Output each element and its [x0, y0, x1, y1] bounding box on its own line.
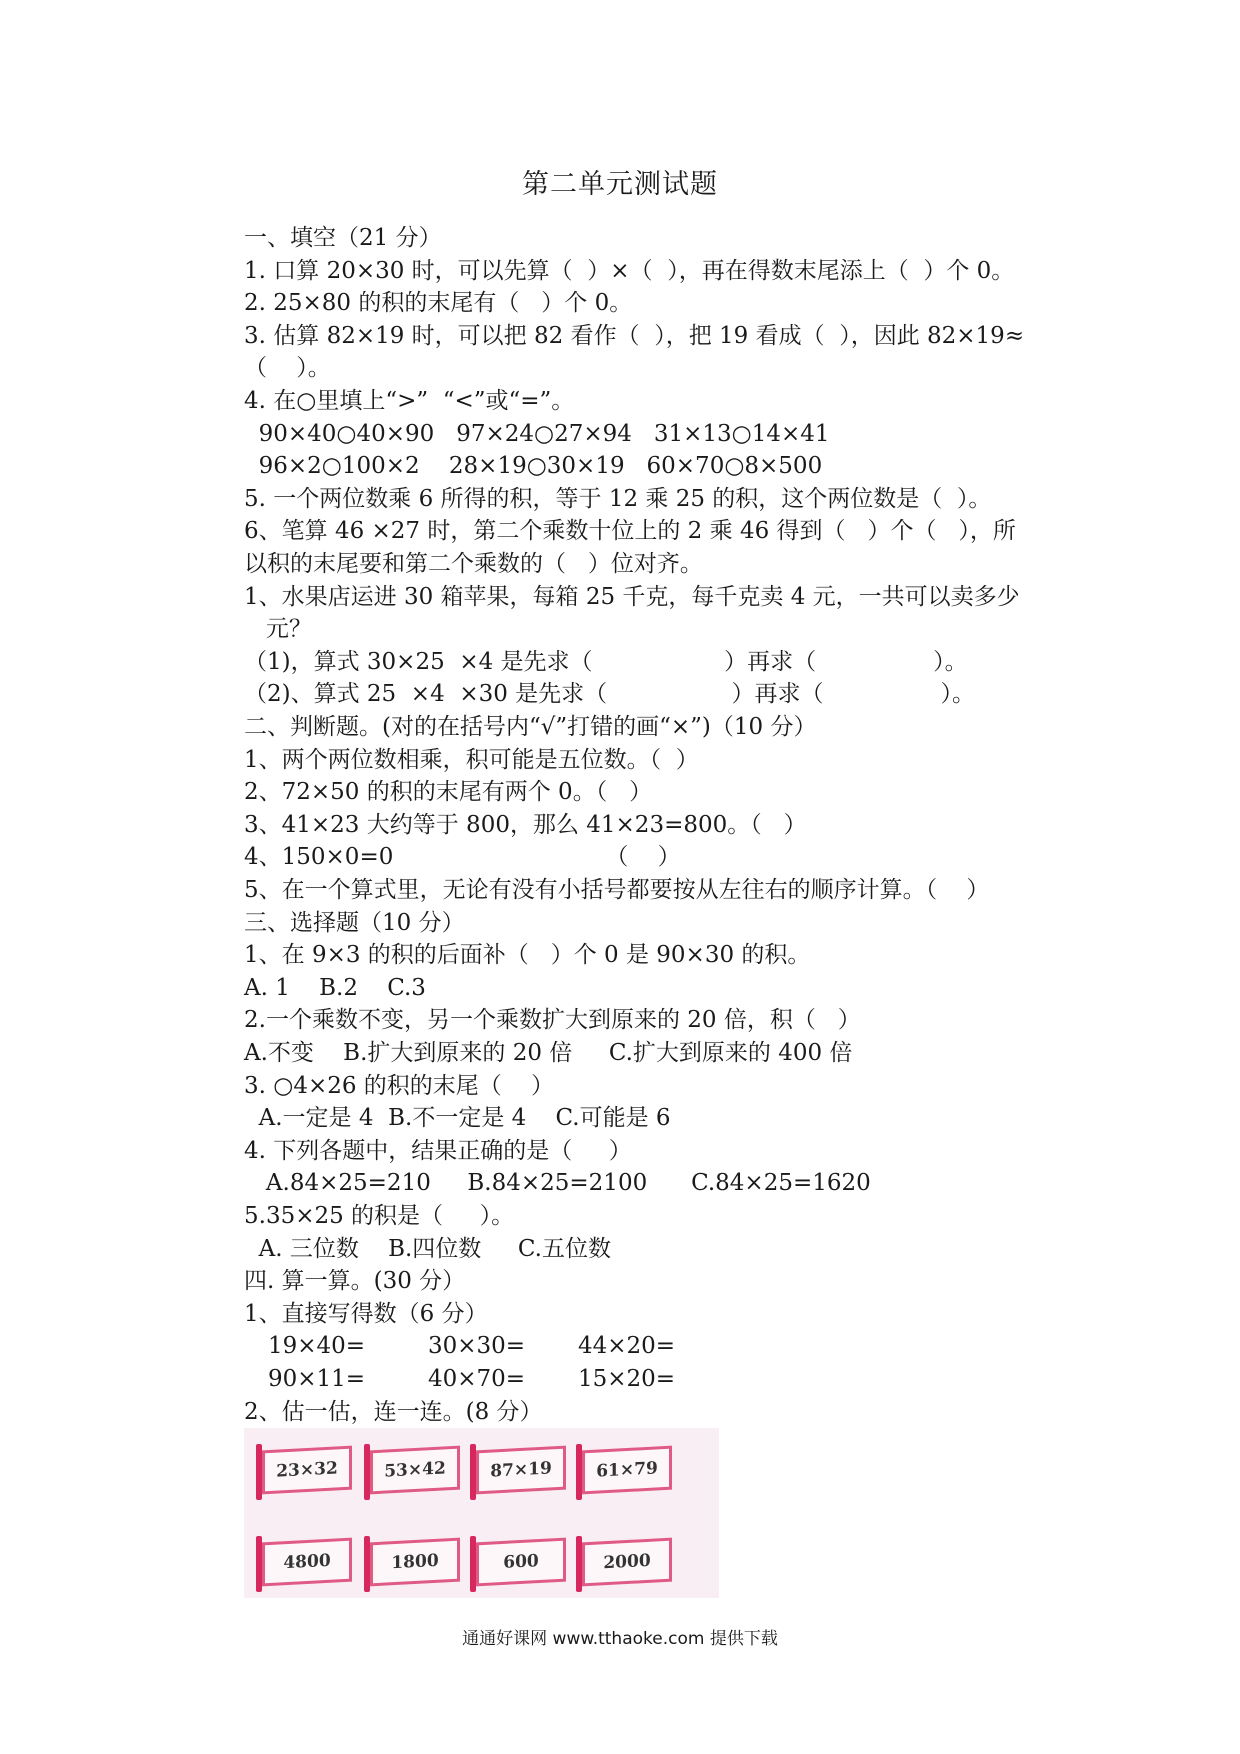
flag-card[interactable]	[576, 1446, 672, 1490]
question-line: A. 1 B.2 C.3	[244, 974, 426, 1001]
flag-label: 87×19	[476, 1446, 566, 1495]
question-line: 1. 口算 20×30 时，可以先算（ ）×（ ），再在得数末尾添上（ ）个 0。	[244, 257, 1015, 284]
flag-card[interactable]	[364, 1446, 460, 1490]
oral-item: 44×20=	[578, 1333, 676, 1360]
question-line: 4. 在○里填上“>” “<”或“=”。	[244, 388, 575, 414]
flag-label: 2000	[582, 1538, 672, 1587]
flag-card[interactable]	[256, 1538, 352, 1582]
flag-label: 61×79	[582, 1446, 672, 1495]
question-line: 5. 一个两位数乘 6 所得的积，等于 12 乘 25 的积，这个两位数是（ ）。	[244, 485, 992, 512]
question-line: 二、判断题。(对的在括号内“√”打错的画“×”)（10 分）	[244, 714, 817, 740]
question-line: 2、72×50 的积的末尾有两个 0。（ ）	[244, 779, 653, 806]
question-line: 1、直接写得数（6 分）	[244, 1300, 488, 1327]
oral-item: 19×40=	[268, 1333, 366, 1360]
estimate-flags-image	[244, 1428, 719, 1598]
flag-card[interactable]	[364, 1538, 460, 1582]
flag-card[interactable]	[576, 1538, 672, 1582]
flag-card[interactable]	[256, 1446, 352, 1490]
question-line: 4、150×0=0 （ ）	[244, 844, 681, 871]
oral-item: 15×20=	[578, 1366, 676, 1392]
question-line: 一、填空（21 分）	[244, 225, 442, 251]
question-line: （1)，算式 30×25 ×4 是先求（ ）再求（ ）。	[244, 648, 968, 675]
flag-card[interactable]	[470, 1446, 566, 1490]
page-title: 第二单元测试题	[522, 169, 718, 200]
question-line: 元？	[244, 616, 312, 643]
question-line: A.一定是 4 B.不一定是 4 C.可能是 6	[244, 1105, 671, 1132]
question-line: 3、41×23 大约等于 800，那么 41×23=800。（ ）	[244, 811, 807, 838]
flag-label: 600	[476, 1538, 566, 1587]
estimate-heading: 2、估一估，连一连。(8 分）	[244, 1398, 543, 1425]
question-line: A.84×25=210 B.84×25=2100 C.84×25=1620	[244, 1170, 871, 1197]
question-line: 2.一个乘数不变，另一个乘数扩大到原来的 20 倍，积（ ）	[244, 1007, 861, 1034]
question-line: 3. 估算 82×19 时，可以把 82 看作（ ），把 19 看成（ ），因此 82×19≈	[244, 322, 1025, 349]
oral-item: 30×30=	[428, 1333, 526, 1360]
question-line: 四. 算一算。(30 分）	[244, 1268, 466, 1295]
question-line: 5、在一个算式里，无论有没有小括号都要按从左往右的顺序计算。（ ）	[244, 877, 990, 903]
question-line: 6、笔算 46 ×27 时，第二个乘数十位上的 2 乘 46 得到（ ）个（ ），所	[244, 518, 1016, 545]
question-line: 5.35×25 的积是（ ）。	[244, 1203, 515, 1229]
flag-card[interactable]	[470, 1538, 566, 1582]
flag-label: 53×42	[370, 1446, 460, 1495]
question-line: 2. 25×80 的积的末尾有（ ）个 0。	[244, 290, 633, 317]
question-line: 96×2○100×2 28×19○30×19 60×70○8×500	[244, 453, 823, 480]
question-line: A.不变 B.扩大到原来的 20 倍 C.扩大到原来的 400 倍	[244, 1040, 853, 1066]
flag-label: 1800	[370, 1538, 460, 1587]
question-line: 1、在 9×3 的积的后面补（ ）个 0 是 90×30 的积。	[244, 942, 811, 969]
question-line: （2)、算式 25 ×4 ×30 是先求（ ）再求（ ）。	[244, 681, 975, 708]
question-line: 1、两个两位数相乘，积可能是五位数。（ ）	[244, 746, 699, 773]
oral-item: 40×70=	[428, 1366, 526, 1392]
question-line: 3. ○4×26 的积的末尾（ ）	[244, 1072, 555, 1099]
question-line: A. 三位数 B.四位数 C.五位数	[244, 1235, 611, 1262]
question-line: 三、选择题（10 分）	[244, 909, 465, 936]
question-line: 1、水果店运进 30 箱苹果，每箱 25 千克，每千克卖 4 元，一共可以卖多少	[244, 583, 1020, 610]
question-line: 90×40○40×90 97×24○27×94 31×13○14×41	[244, 420, 830, 447]
footer-credit: 通通好课网 www.tthaoke.com 提供下载	[462, 1629, 778, 1649]
flag-label: 23×32	[262, 1446, 352, 1495]
question-line: （ ）。	[244, 355, 331, 382]
flag-label: 4800	[262, 1538, 352, 1587]
question-line: 以积的末尾要和第二个乘数的（ ）位对齐。	[244, 551, 703, 577]
oral-item: 90×11=	[268, 1366, 366, 1392]
question-line: 4. 下列各题中，结果正确的是（ ）	[244, 1137, 632, 1164]
